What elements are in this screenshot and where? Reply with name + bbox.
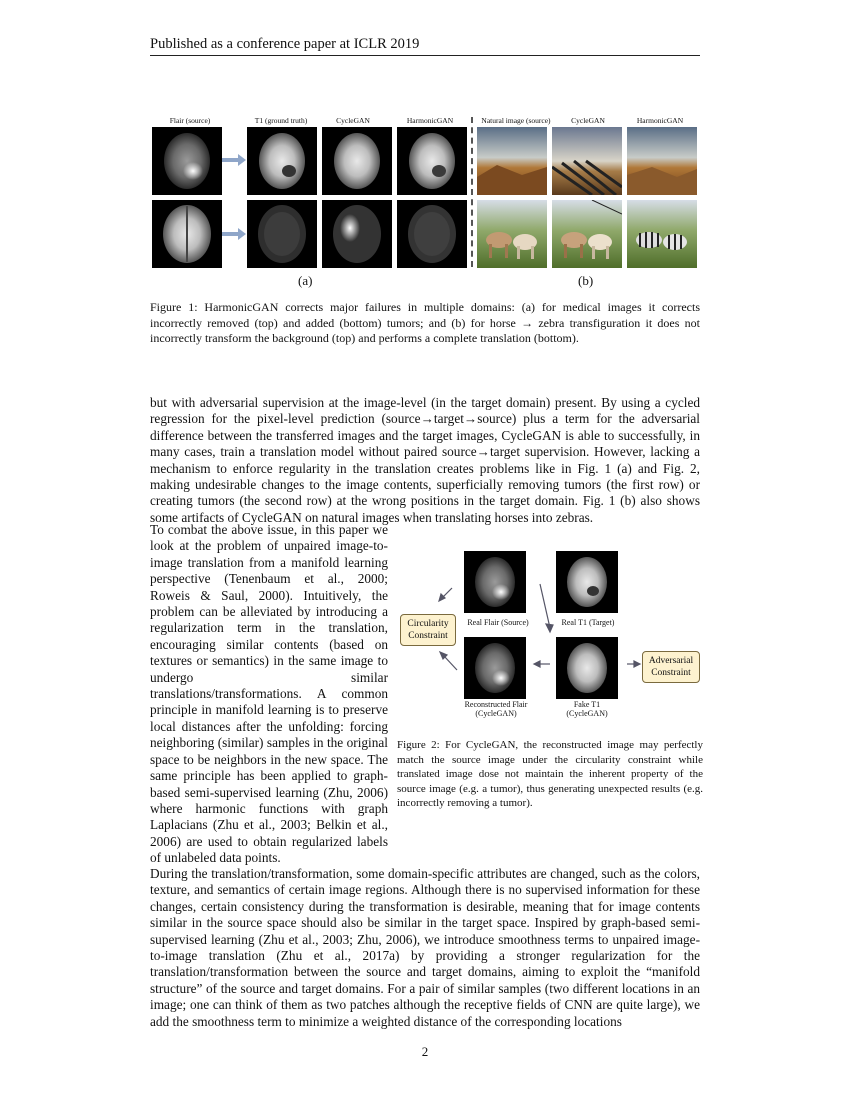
figure-2-caption: Figure 2: For CycleGAN, the reconstructed image may perfectly match the source image under the circularity constraint while translated image dose not maintain the inherent property of the source image (e.g. a tumor), thus generating unexpected results (e.g. incorrectly removing a tumor). (397, 739, 703, 809)
fig1-label-harmonicgan-b: HarmonicGAN (636, 116, 684, 125)
harmonicgan-medical-image-bottom (397, 200, 467, 268)
cyclegan-medical-image-top (322, 127, 392, 195)
cyclegan-natural-image-bottom (552, 200, 622, 268)
figure-2-arrows (400, 560, 700, 710)
arrow-icon (222, 228, 246, 240)
fig1-subcaption-a: (a) (298, 273, 313, 288)
label-real-flair: Real Flair (Source) (467, 618, 529, 627)
natural-source-image-top (477, 127, 547, 195)
harmonicgan-natural-image-top (627, 127, 697, 195)
adversarial-constraint-box: Adversarial Constraint (642, 651, 700, 683)
fig1-label-natural: Natural image (source) (481, 116, 551, 125)
fig1-label-cyclegan-a: CycleGAN (336, 116, 370, 125)
natural-source-image-bottom (477, 200, 547, 268)
harmonicgan-medical-image-top (397, 127, 467, 195)
label-fake-t1: Fake T1 (CycleGAN) (566, 700, 608, 718)
fig1-label-cyclegan-b: CycleGAN (571, 116, 605, 125)
label-reconstructed-flair: Reconstructed Flair (CycleGAN) (464, 700, 528, 718)
running-header: Published as a conference paper at ICLR 2019 (150, 36, 420, 52)
figure-1-caption: Figure 1: HarmonicGAN corrects major failures in multiple domains: (a) for medical images it corrects incorrectly removed (top) and added (bottom) tumors; and (b) for horse → zebra transfiguration it does not incorrectly transform the background (top) and performs a complete translation (bottom). (150, 300, 700, 345)
fig1-subcaption-b: (b) (578, 273, 594, 288)
paragraph-3: During the translation/transformation, some domain-specific attributes are changed, such as the colors, texture, and semantics of certain image regions. Although there is no supervised information for these changes, certain consistency during the transformation is desirable, meaning that for image contents similar in the source space should also be similar in the target space. Inspired by graph-based semi-supervised learning (Zhu et al., 2003; Zhu, 2006), we introduce smoothness terms to unpaired image-to-image translation (Zhu et al., 2017a) by providing a stronger regularization for the translation/transformation between the source and target domains, aiming to exploit the “manifold structure” of the source and target domains. For a pair of similar samples (two different locations in an image; one can think of them as two patches although the receptive fields of CNN are quite large), we add the smoothness term to minimize a weighted distance of the corresponding locations (150, 866, 700, 1029)
page-number: 2 (421, 1044, 429, 1059)
fig1-label-t1: T1 (ground truth) (254, 116, 308, 125)
flair-source-image-bottom (152, 200, 222, 268)
harmonicgan-natural-image-bottom (627, 200, 697, 268)
flair-source-image-top (152, 127, 222, 195)
fig1-label-harmonicgan-a: HarmonicGAN (406, 116, 454, 125)
paragraph-2: To combat the above issue, in this paper we look at the problem of unpaired image-to-image translation from a manifold learning perspective (Tenenbaum et al., 2000; Roweis & Saul, 2000). Intuitively, the problem can be alleviated by introducing a regularization term in the translation, encouraging similar contents (based on textures or semantics) in the same image to undergo similar translations/transformations. A common principle in manifold learning is to preserve local distances after the unfolding: forcing neighboring (similar) samples in the original space to be neighbors in the new space. The same principle has been applied to graph-based semi-supervised learning (Zhu, 2006) where harmonic functions with graph Laplacians (Zhu et al., 2003; Belkin et al., 2006) are used to obtain regularized labels of unlabeled data points. (150, 522, 388, 866)
circularity-constraint-box: Circularity Constraint (400, 614, 456, 646)
fig1-label-flair: Flair (source) (169, 116, 211, 125)
arrow-icon (222, 154, 246, 166)
header-rule (150, 55, 700, 56)
label-real-t1: Real T1 (Target) (561, 618, 615, 627)
cyclegan-natural-image-top (552, 127, 622, 195)
t1-ground-truth-image-bottom (247, 200, 317, 268)
cyclegan-medical-image-bottom (322, 200, 392, 268)
paragraph-1: but with adversarial supervision at the image-level (in the target domain) present. By using a cycled regression for the pixel-level prediction (source→target→source) plus a term for the adversarial difference between the transferred images and the target images, CycleGAN is able to successfully, in many cases, train a translation model without paired source→target supervision. However, lacking a mechanism to enforce regularity in the translation creates problems like in Fig. 1 (a) and Fig. 2, making undesirable changes to the image contents, superficially removing tumors (the first row) or creating tumors (the second row) at the wrong positions in the target domain. Fig. 1 (b) also shows some artifacts of CycleGAN on natural images when translating horses into zebras. (150, 395, 700, 525)
t1-ground-truth-image-top (247, 127, 317, 195)
figure-divider (471, 117, 473, 267)
